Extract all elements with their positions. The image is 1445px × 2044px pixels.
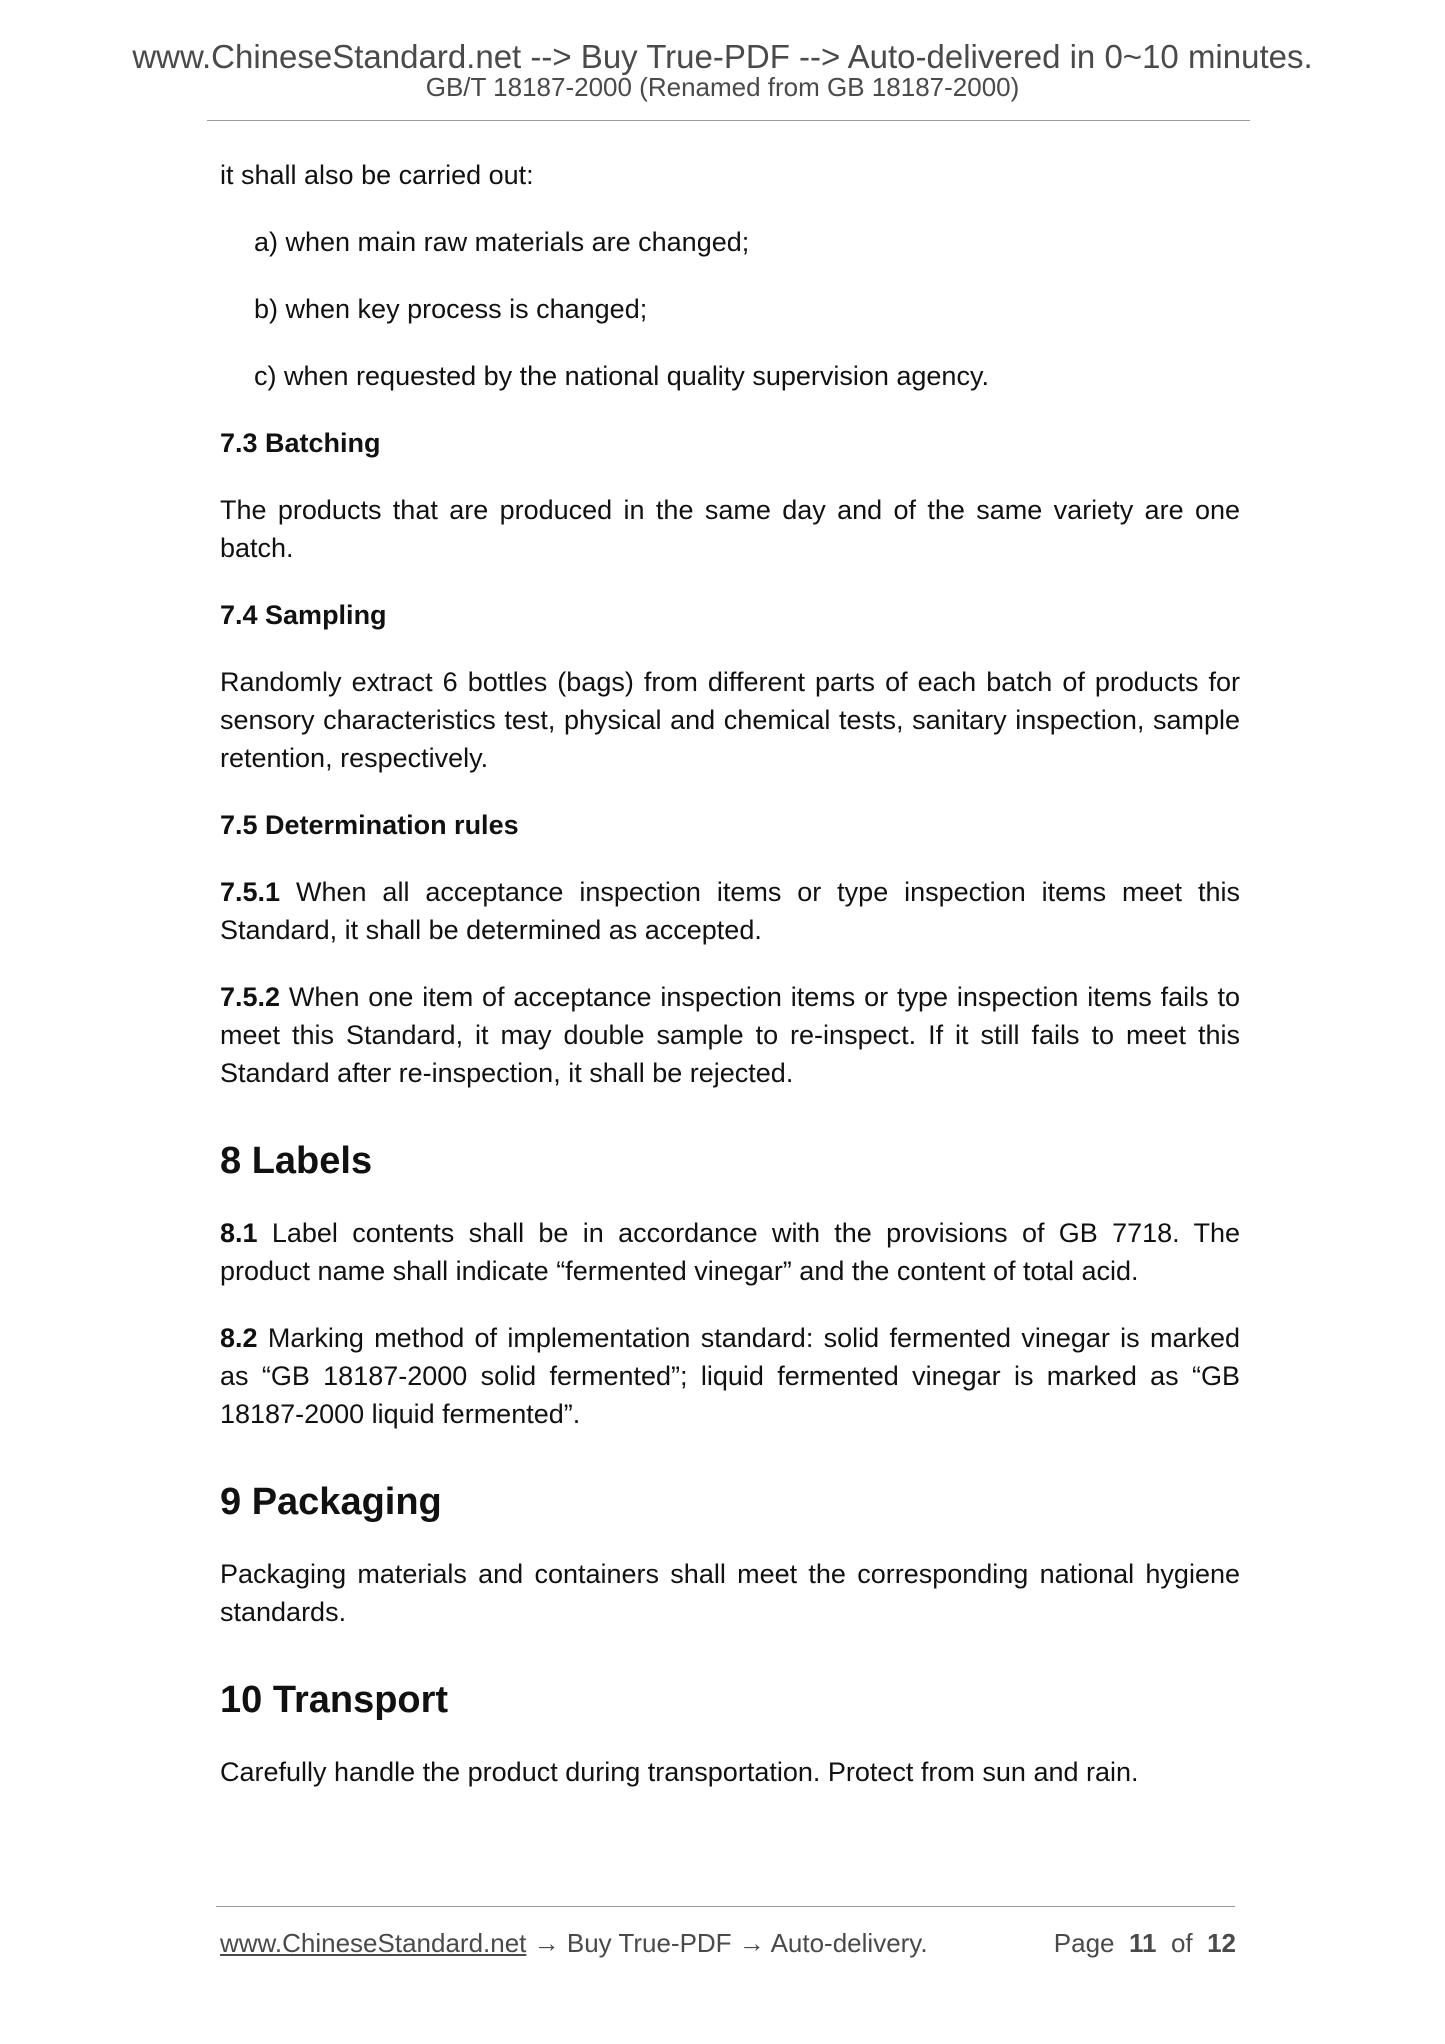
section-9-title: 9 Packaging (220, 1481, 442, 1523)
clause-text: Label contents shall be in accordance with the provisions of GB 7718. The product name shall indicate “fermented vinegar” and the content of total acid. (220, 1218, 1240, 1286)
clause-7-5-1 (220, 873, 1240, 949)
section-10-text: Carefully handle the product during transportation. Protect from sun and rain. (220, 1757, 1139, 1787)
clause-7-5-2 (220, 978, 1240, 1092)
page-of-label: of (1170, 1928, 1193, 1958)
footer-site-link[interactable]: www.ChineseStandard.net (220, 1928, 527, 1958)
clause-8-1 (220, 1214, 1240, 1290)
clause-text: Marking method of implementation standard: solid fermented vinegar is marked as “GB 18187-2000 solid fermented”; liquid fermented vinegar is marked as “GB 18187-2000 liquid fermented”. (220, 1323, 1240, 1429)
clause-number: 8.2 (220, 1323, 258, 1353)
section-10-title: 10 Transport (220, 1679, 449, 1721)
page-indicator (1054, 1928, 1236, 1959)
header-divider (207, 120, 1250, 121)
section-7-5-title: 7.5 Determination rules (220, 810, 519, 840)
clause-text: When one item of acceptance inspection items or type inspection items fails to meet this Standard, it may double sample to re-inspect. If it still fails to meet this Standard after re-inspection, it shall be rejected. (220, 982, 1240, 1088)
clause-8-2 (220, 1319, 1240, 1433)
intro-text: it shall also be carried out: (220, 160, 534, 190)
list-item-a: a) when main raw materials are changed; (254, 227, 750, 257)
clause-number: 7.5.1 (220, 877, 281, 907)
section-7-4-text: Randomly extract 6 bottles (bags) from different parts of each batch of products for sensory characteristics test, physical and chemical tests, sanitary inspection, sample retention, respectively. (220, 667, 1240, 773)
clause-number: 7.5.2 (220, 982, 281, 1012)
clause-number: 8.1 (220, 1218, 258, 1248)
page-number: 11 (1128, 1928, 1157, 1958)
page-label: Page (1053, 1928, 1115, 1958)
section-7-4-title: 7.4 Sampling (220, 600, 387, 630)
page-total: 12 (1207, 1928, 1236, 1958)
clause-text: When all acceptance inspection items or type inspection items meet this Standard, it shall be determined as accepted. (220, 877, 1240, 945)
section-8-title: 8 Labels (220, 1140, 373, 1182)
section-7-3-title: 7.3 Batching (220, 428, 381, 458)
header-doc-id: GB/T 18187-2000 (Renamed from GB 18187-2000) (425, 72, 1020, 102)
list-item-b: b) when key process is changed; (254, 294, 648, 324)
list-item-c: c) when requested by the national quality supervision agency. (254, 361, 989, 391)
footer-divider (216, 1906, 1235, 1907)
page-content (220, 156, 1240, 1791)
section-9-text: Packaging materials and containers shall meet the corresponding national hygiene standards. (220, 1559, 1240, 1627)
footer-left (220, 1928, 928, 1959)
footer-tagline: → Buy True-PDF → Auto-delivery. (526, 1928, 928, 1958)
section-7-3-text: The products that are produced in the same day and of the same variety are one batch. (220, 495, 1240, 563)
header-banner: www.ChineseStandard.net --> Buy True-PDF --> Auto-delivered in 0~10 minutes. (132, 38, 1313, 75)
